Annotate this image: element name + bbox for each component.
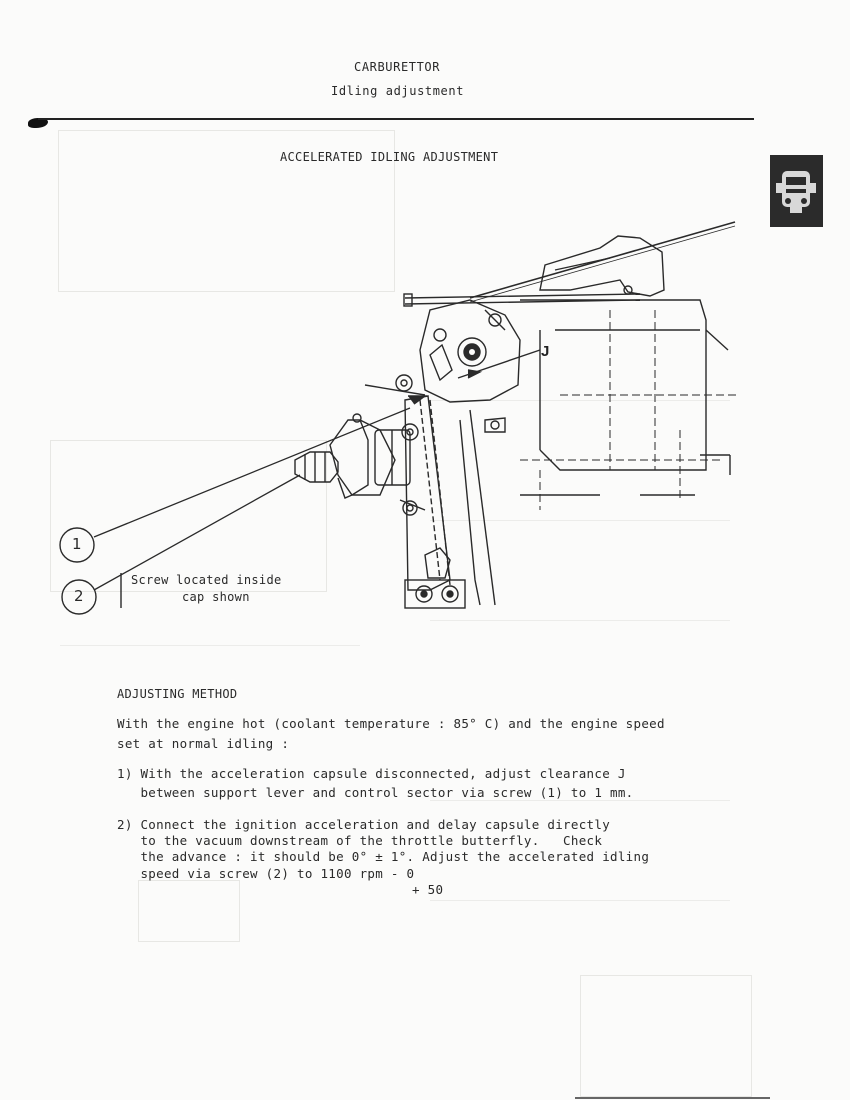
section-title: CARBURETTOR — [354, 60, 441, 74]
ghost-line — [430, 400, 730, 401]
method-heading: ADJUSTING METHOD — [117, 687, 238, 701]
ghost-line — [430, 900, 730, 901]
ghost-line — [430, 620, 730, 621]
callout-1: 1 — [72, 535, 82, 553]
method-step-2-line-4: speed via screw (2) to 1100 rpm - 0 — [117, 866, 415, 881]
ghost-line — [430, 800, 730, 801]
ghost-frame-small — [138, 880, 240, 942]
method-step-2-line-2: to the vacuum downstream of the throttle butterfly. Check — [117, 833, 603, 848]
page-edge-line — [575, 1097, 770, 1099]
figure-caption-line-2: cap shown — [182, 590, 250, 604]
figure-caption-line-1: Screw located inside — [131, 573, 282, 587]
ghost-line — [60, 645, 360, 646]
header-rule — [38, 118, 754, 120]
ghost-line — [430, 520, 730, 521]
carburettor-icon — [770, 155, 823, 227]
subsection-title: Idling adjustment — [331, 84, 465, 98]
ghost-frame-bottom — [580, 975, 752, 1097]
method-step-1-line-2: between support lever and control sector via screw (1) to 1 mm. — [117, 785, 634, 800]
method-step-2-line-5: + 50 — [412, 882, 444, 897]
method-step-2-line-1: 2) Connect the ignition acceleration and delay capsule directly — [117, 817, 611, 832]
callout-2: 2 — [74, 587, 84, 605]
label-j: J — [541, 343, 550, 360]
ghost-frame-left — [50, 440, 327, 592]
method-step-1-line-1: 1) With the acceleration capsule disconnected, adjust clearance J — [117, 766, 626, 781]
section-tab — [770, 155, 823, 227]
figure-title: ACCELERATED IDLING ADJUSTMENT — [280, 150, 499, 164]
method-intro-line-1: With the engine hot (coolant temperature : 85° C) and the engine speed — [117, 716, 665, 731]
method-step-2-line-3: the advance : it should be 0° ± 1°. Adjust the accelerated idling — [117, 849, 650, 864]
method-intro-line-2: set at normal idling : — [117, 736, 290, 751]
